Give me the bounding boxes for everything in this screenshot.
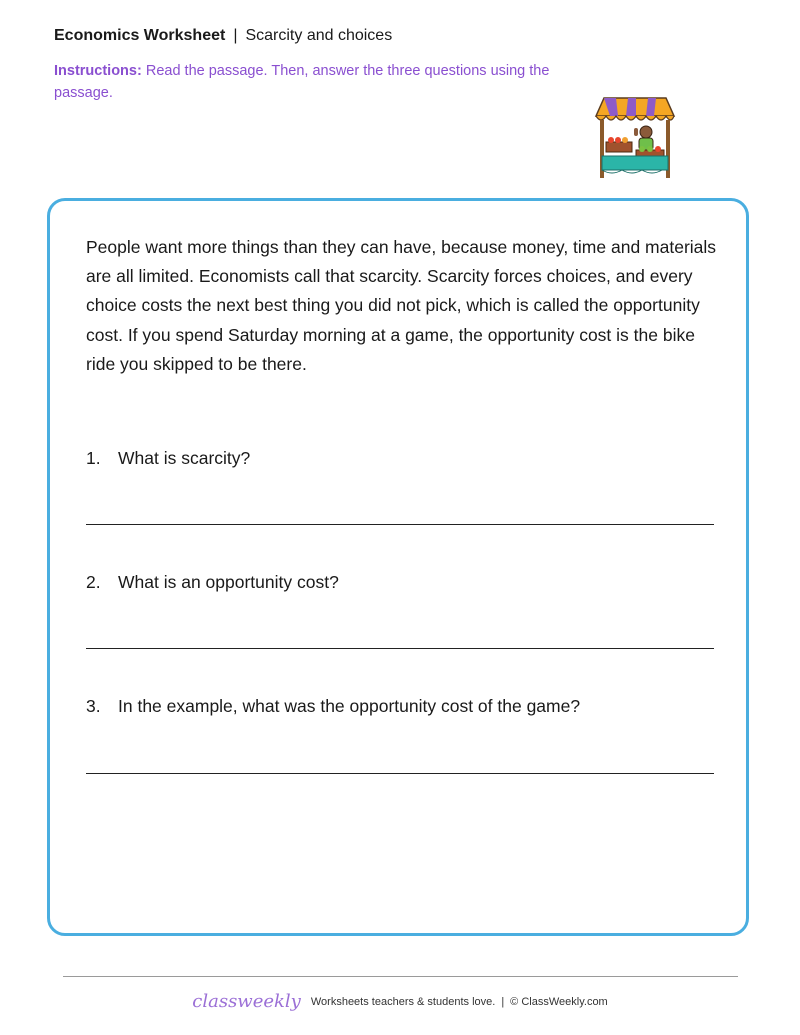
footer-copyright: © ClassWeekly.com	[510, 996, 608, 1009]
topic-title: Scarcity and choices	[245, 27, 393, 44]
worksheet-header	[54, 26, 392, 46]
question-text: In the example, what was the opportunity cost of the game?	[118, 696, 581, 716]
question-3	[86, 695, 580, 717]
question-number: 2.	[86, 572, 101, 592]
instructions-text: Read the passage. Then, answer the three questions using the passage.	[54, 63, 550, 101]
reading-passage: People want more things than they can have, because money, time and materials are all limited. Economists call that scarcity. Scarcity forces choices, and every choice costs the next best thing you did not pick, which is called the opportunity cost. If you spend Saturday morning at a game, the opportunity cost is the bike ride you skipped to be there.	[86, 237, 717, 374]
market-stall-icon	[590, 94, 680, 180]
footer	[0, 989, 800, 1015]
question-text: What is an opportunity cost?	[118, 572, 339, 592]
question-number: 3.	[86, 696, 101, 716]
brand-logo: classweekly	[192, 991, 301, 1013]
question-1	[86, 447, 250, 469]
question-2	[86, 571, 339, 593]
answer-line-1[interactable]	[86, 524, 714, 525]
instructions-label: Instructions:	[54, 63, 142, 79]
footer-tagline: Worksheets teachers & students love.	[310, 996, 496, 1009]
instructions	[54, 60, 564, 104]
header-separator: |	[233, 27, 238, 44]
answer-line-3[interactable]	[86, 773, 714, 774]
answer-line-2[interactable]	[86, 648, 714, 649]
footer-separator: |	[501, 996, 505, 1009]
subject-title: Economics Worksheet	[54, 27, 226, 44]
question-text: What is scarcity?	[118, 448, 251, 468]
footer-divider	[63, 976, 738, 977]
question-number: 1.	[86, 448, 101, 468]
